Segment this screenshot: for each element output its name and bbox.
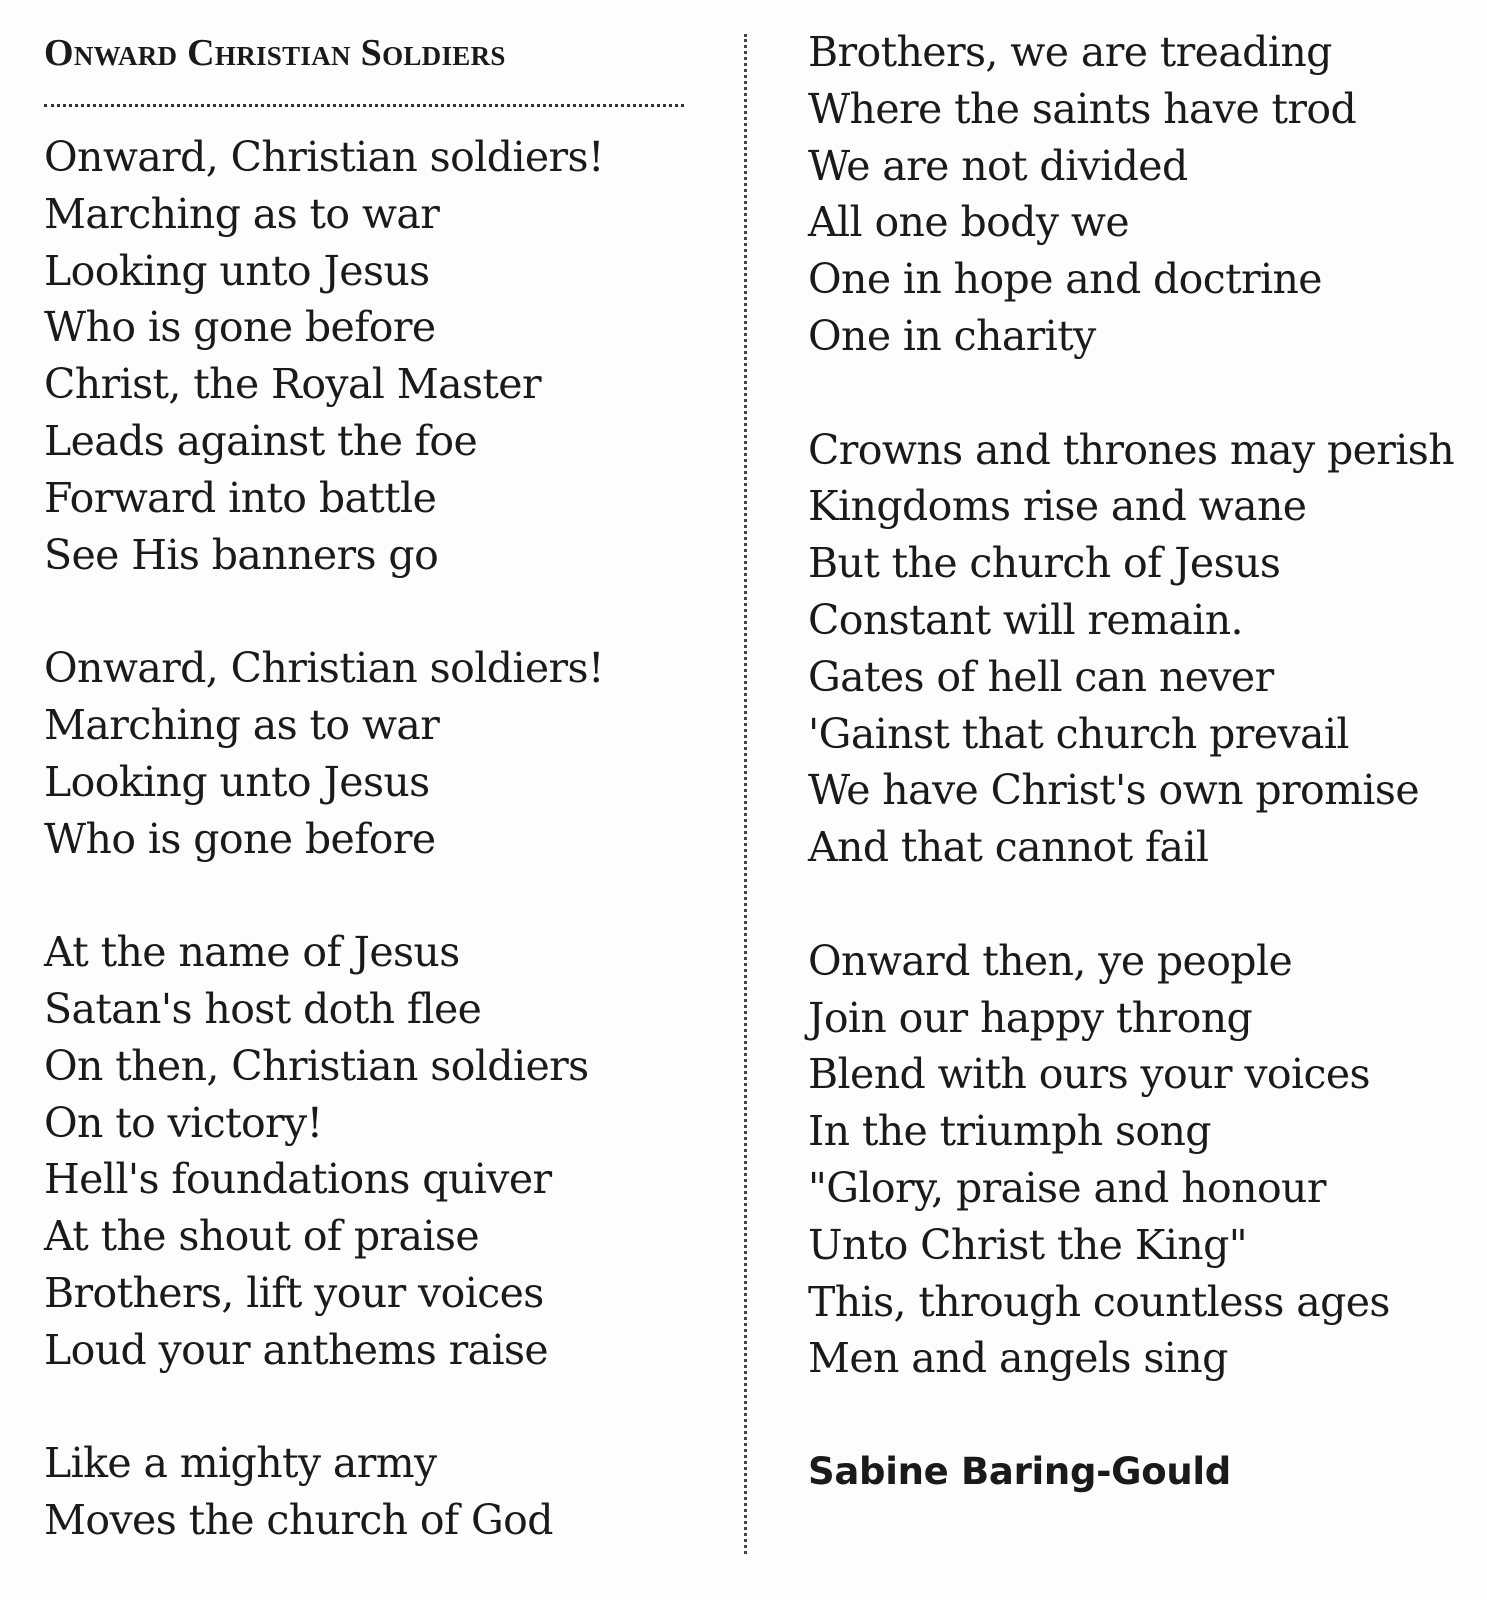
column-dotted-divider [744, 34, 747, 1554]
lyric-line: On then, Christian soldiers [44, 1041, 589, 1090]
stanza-gap [808, 876, 1478, 933]
lyric-line: Gates of hell can never [808, 652, 1274, 701]
lyric-line: Where the saints have trod [808, 84, 1357, 133]
lyric-line: In the triumph song [808, 1107, 1211, 1156]
lyric-line: Like a mighty army [44, 1439, 437, 1488]
lyric-line: At the name of Jesus [44, 928, 460, 977]
lyric-line: But the church of Jesus [808, 539, 1281, 588]
lyric-line: "Glory, praise and honour [808, 1163, 1326, 1212]
lyric-line: Forward into battle [44, 473, 437, 522]
lyric-line: At the shout of praise [44, 1212, 480, 1261]
lyric-line: Hell's foundations quiver [44, 1155, 552, 1204]
stanza-gap [44, 583, 684, 640]
lyric-line: We are not divided [808, 141, 1188, 190]
lyric-line: 'Gainst that church prevail [808, 709, 1349, 758]
right-column [808, 24, 1478, 1501]
lyric-line: Onward, Christian soldiers! [44, 133, 604, 181]
lyric-line: All one body we [808, 198, 1129, 247]
lyric-line: One in hope and doctrine [808, 255, 1322, 304]
stanza-1 [44, 129, 684, 583]
lyric-line: Blend with ours your voices [808, 1050, 1370, 1099]
left-column [44, 28, 684, 1549]
lyric-line: Looking unto Jesus [44, 246, 430, 295]
lyric-line: This, through countless ages [808, 1277, 1390, 1326]
lyric-line: One in charity [808, 311, 1096, 360]
lyric-line: Crowns and thrones may perish [808, 425, 1455, 474]
lyric-line: Brothers, lift your voices [44, 1268, 544, 1317]
lyric-line: On to victory! [44, 1098, 323, 1147]
lyric-line: Moves the church of God [44, 1496, 553, 1545]
lyric-line: See His banners go [44, 530, 439, 579]
lyric-line: Loud your anthems raise [44, 1325, 549, 1374]
lyric-line: Join our happy throng [808, 993, 1253, 1042]
stanza-gap [44, 1379, 684, 1436]
stanza-gap [808, 1387, 1478, 1444]
lyric-line: We have Christ's own promise [808, 766, 1419, 815]
lyric-line: Looking unto Jesus [44, 757, 430, 806]
stanza-gap [44, 867, 684, 924]
lyric-line: Christ, the Royal Master [44, 360, 541, 409]
stanza-3 [44, 924, 684, 1378]
lyric-line: Onward, Christian soldiers! [44, 644, 604, 693]
lyric-line: Satan's host doth flee [44, 984, 482, 1033]
stanza-4 [44, 1435, 684, 1549]
stanza-6 [808, 422, 1478, 876]
lyric-line: Who is gone before [44, 814, 436, 863]
lyric-line: Marching as to war [44, 700, 440, 749]
lyric-line: Leads against the foe [44, 416, 478, 465]
stanza-2 [44, 640, 684, 867]
author-credit: Sabine Baring-Gould [808, 1449, 1231, 1493]
lyric-line: Brothers, we are treading [808, 28, 1332, 76]
lyric-line: Kingdoms rise and wane [808, 482, 1307, 531]
stanza-gap [808, 365, 1478, 422]
title-dotted-rule [44, 104, 684, 107]
left-stanzas [44, 129, 684, 1549]
stanza-7 [808, 933, 1478, 1387]
lyric-line: And that cannot fail [808, 823, 1209, 872]
hymn-title: Onward Christian Soldiers [44, 32, 506, 74]
lyric-line: Unto Christ the King" [808, 1220, 1248, 1269]
lyric-line: Marching as to war [44, 189, 440, 238]
lyric-line: Men and angels sing [808, 1334, 1228, 1383]
stanza-5 [808, 24, 1478, 365]
lyric-line: Who is gone before [44, 303, 436, 352]
lyric-line: Onward then, ye people [808, 936, 1293, 985]
lyric-line: Constant will remain. [808, 595, 1243, 644]
